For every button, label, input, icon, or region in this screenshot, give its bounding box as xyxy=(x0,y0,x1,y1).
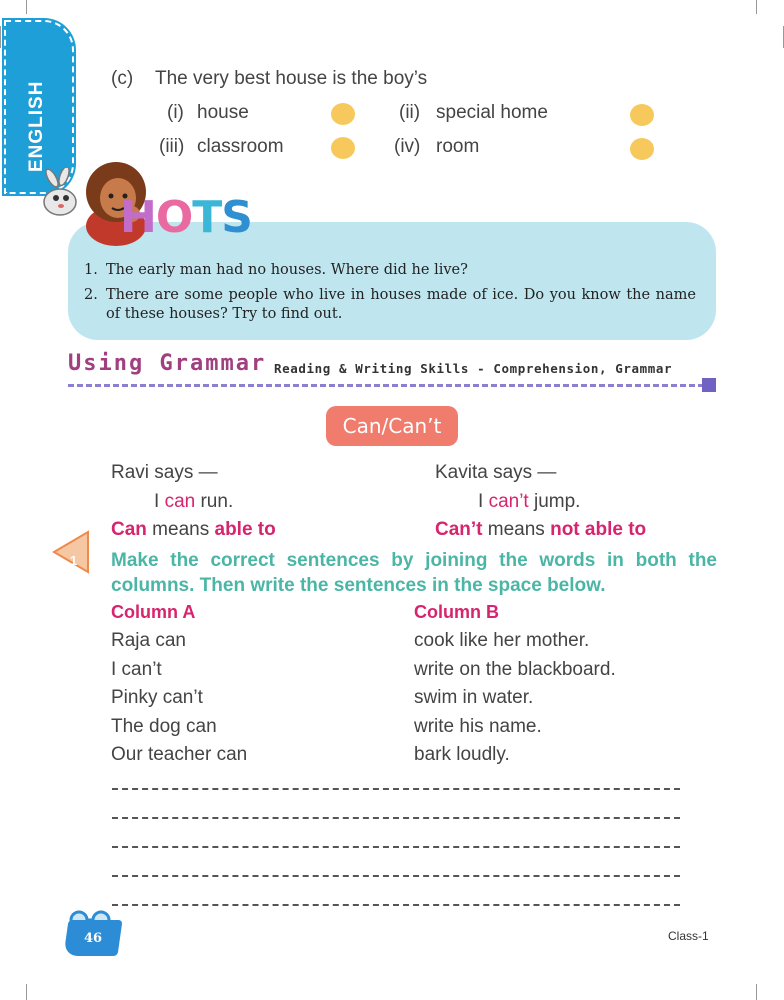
column-a-header: Column A xyxy=(111,602,196,622)
writing-line[interactable] xyxy=(112,788,680,790)
option-3-num: (iii) xyxy=(159,136,185,157)
question-c-label: (c) xyxy=(111,68,134,89)
column-a-item: Raja can xyxy=(111,630,186,651)
ravi-sentence: I can run. xyxy=(154,491,234,512)
writing-line[interactable] xyxy=(112,846,680,848)
divider-square-icon xyxy=(702,378,716,392)
english-tab-label: ENGLISH xyxy=(26,80,47,172)
option-1-answer-circle[interactable] xyxy=(331,103,355,125)
kavita-sentence: I can’t jump. xyxy=(478,491,581,512)
column-b-item: bark loudly. xyxy=(414,744,510,765)
hots-q2-text: There are some people who live in houses made of ice. Do you know the name of these houses? Try to find out. xyxy=(106,287,696,322)
writing-line[interactable] xyxy=(112,904,680,906)
cant-word: can’t xyxy=(488,491,529,512)
column-a-item: Our teacher can xyxy=(111,744,248,765)
rabbit-mascot-icon xyxy=(34,168,86,218)
column-b-item: swim in water. xyxy=(414,687,534,708)
hots-q1-text: The early man had no houses. Where did he live? xyxy=(106,262,468,278)
can-definition: Can means able to xyxy=(111,519,276,540)
question-c-text: The very best house is the boy’s xyxy=(155,68,428,89)
option-3-answer-circle[interactable] xyxy=(331,137,355,159)
option-4-num: (iv) xyxy=(394,136,421,157)
option-2-answer-circle[interactable] xyxy=(630,104,654,126)
writing-line[interactable] xyxy=(112,875,680,877)
option-3-text: classroom xyxy=(197,136,284,157)
hots-q2-num: 2. xyxy=(84,287,98,303)
option-4-text: room xyxy=(436,136,480,157)
writing-line[interactable] xyxy=(112,817,680,819)
option-4-answer-circle[interactable] xyxy=(630,138,654,160)
hots-q1-num: 1. xyxy=(84,262,98,278)
cant-definition: Can’t means not able to xyxy=(435,519,647,540)
class-label: Class-1 xyxy=(668,929,709,943)
column-b-item: cook like her mother. xyxy=(414,630,590,651)
kavita-says: Kavita says — xyxy=(435,462,557,483)
grammar-title: Using Grammar xyxy=(68,351,267,376)
column-a-item: Pinky can’t xyxy=(111,687,203,708)
column-b-item: write on the blackboard. xyxy=(414,659,616,680)
page-number: 46 xyxy=(83,931,103,946)
column-b-item: write his name. xyxy=(414,716,542,737)
column-b-header: Column B xyxy=(414,602,499,622)
grammar-subtitle: Reading & Writing Skills - Comprehension, Grammar xyxy=(274,361,673,376)
exercise-instruction: Make the correct sentences by joining the words in both the columns. Then write the sentences in the space below. xyxy=(111,550,717,596)
option-2-text: special home xyxy=(436,102,548,123)
hots-title: HOTS xyxy=(120,192,252,243)
option-1-text: house xyxy=(197,102,249,123)
grammar-divider xyxy=(68,384,704,387)
option-2-num: (ii) xyxy=(399,102,421,123)
can-cant-pill: Can/Can’t xyxy=(326,406,458,446)
column-a-item: I can’t xyxy=(111,659,162,680)
option-1-num: (i) xyxy=(167,102,184,123)
can-word: can xyxy=(164,491,196,512)
column-a-item: The dog can xyxy=(111,716,217,737)
ravi-says: Ravi says — xyxy=(111,462,218,483)
exercise-number: 1 xyxy=(70,553,78,568)
